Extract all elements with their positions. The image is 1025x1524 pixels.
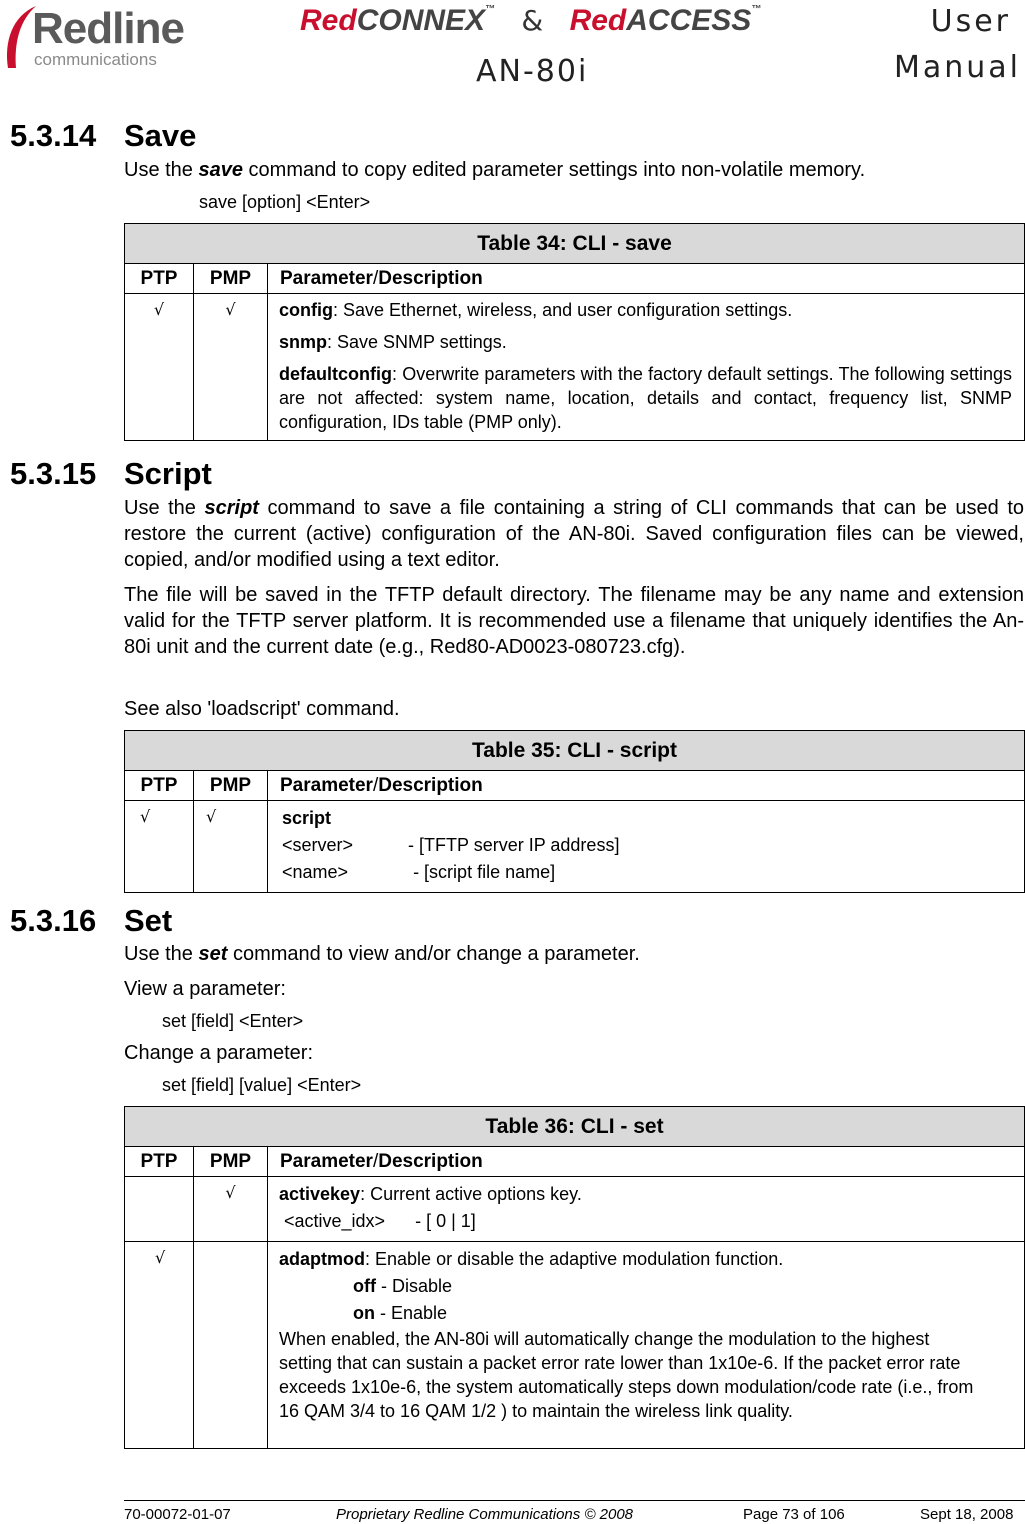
footer-proprietary: Proprietary Redline Communications © 2008: [336, 1506, 634, 1523]
table-cli-set: [124, 1106, 1025, 1449]
table-row: [125, 294, 1025, 441]
col-desc-b: Description: [378, 774, 483, 796]
section-number: 5.3.15: [10, 456, 97, 491]
section-number: 5.3.14: [10, 118, 97, 153]
command-name: save: [198, 159, 243, 181]
intro-text: Use the: [124, 497, 205, 519]
change-label: Change a parameter:: [124, 1042, 314, 1064]
col-desc-sep: /: [372, 774, 379, 796]
col-desc-a: Parameter: [280, 1150, 373, 1172]
section-heading-script: [10, 456, 212, 492]
col-ptp: PTP: [125, 1147, 194, 1177]
col-pmp: PMP: [194, 264, 268, 294]
section-title: Save: [124, 118, 197, 153]
brand-red-1: Red: [300, 4, 357, 37]
intro-text: command to save a file containing a string of CLI commands that can be used to restore the current (active) configuration of the AN-80i. Saved configuration files can be viewed, copied, and/or modified using a text editor.: [124, 497, 1024, 571]
checkmark-icon: √: [225, 300, 236, 319]
col-description: [268, 1147, 1025, 1177]
section-title: Set: [124, 903, 173, 938]
script-paragraph-3: See also 'loadscript' command.: [124, 698, 400, 720]
table-header-row: [125, 264, 1025, 294]
checkmark-icon: √: [153, 300, 165, 319]
col-description: [268, 771, 1025, 801]
col-pmp: PMP: [194, 1147, 268, 1177]
table-cli-save: [124, 223, 1025, 441]
trademark-1: ™: [485, 4, 496, 15]
param-arg: <name> - [script file name]: [282, 862, 556, 882]
checkmark-icon: √: [155, 1248, 166, 1267]
parameter-description: [268, 1177, 1025, 1242]
param-name: defaultconfig: [279, 364, 392, 384]
col-desc-b: Description: [378, 1150, 483, 1172]
col-desc-a: Parameter: [280, 774, 373, 796]
option-name: on: [353, 1303, 375, 1323]
brand-connex: CONNEX: [356, 4, 486, 37]
col-ptp: PTP: [125, 771, 194, 801]
param-name: activekey: [279, 1184, 361, 1204]
param-name: script: [282, 808, 332, 828]
save-syntax: save [option] <Enter>: [199, 192, 371, 212]
header-title-user: User: [930, 4, 1011, 39]
option-name: off: [353, 1276, 376, 1296]
parameter-description: [268, 294, 1025, 441]
col-desc-a: Parameter: [280, 267, 373, 289]
param-text: : Save Ethernet, wireless, and user configuration settings.: [333, 300, 793, 320]
table-row: [125, 801, 1025, 893]
param-text: : Current active options key.: [360, 1184, 582, 1204]
view-label: View a parameter:: [124, 978, 286, 1000]
table-cli-script: [124, 730, 1025, 893]
script-paragraph-2: The file will be saved in the TFTP default directory. The filename may be any name and extension valid for the TFTP server platform. It is recommended use a filename that uniquely identifies the An-80i unit and the current date (e.g., Red80-AD0023-080723.cfg).: [124, 584, 1024, 658]
footer-doc-id: 70-00072-01-07: [124, 1506, 231, 1523]
change-syntax: set [field] [value] <Enter>: [162, 1075, 362, 1095]
table-header-row: [125, 1147, 1025, 1177]
parameter-description: [268, 801, 1025, 893]
footer-date: Sept 18, 2008: [920, 1506, 1014, 1523]
col-desc-sep: /: [372, 1150, 379, 1172]
logo-subtitle: communications: [34, 50, 157, 69]
footer-page-number: Page 73 of 106: [743, 1506, 845, 1523]
table-caption: Table 36: CLI - set: [125, 1107, 1025, 1147]
redline-logo: [2, 2, 212, 74]
option-text: - Disable: [375, 1276, 453, 1296]
intro-text: command to view and/or change a parameter.: [227, 943, 640, 965]
brand-red-2: Red: [569, 4, 627, 37]
param-name: snmp: [279, 332, 328, 352]
section-heading-set: [10, 903, 172, 939]
table-row: [125, 1177, 1025, 1242]
section-title: Script: [124, 456, 212, 491]
col-ptp: PTP: [125, 264, 194, 294]
logo-wordmark: Redline: [32, 4, 184, 53]
param-text: : Overwrite parameters with the factory default settings. The following settings are not affected: system name, location, details and contact, frequency list, SNMP configuration, IDs table (PMP only).: [279, 364, 1012, 432]
parameter-description: [268, 1242, 1025, 1449]
param-note: When enabled, the AN-80i will automatically change the modulation to the highest setting that can sustain a packet error rate lower than 1x10e-6. If the packet error rate exceeds 1x10e-6, the system automatically steps down modulation/code rate (i.e., from 16 QAM 3/4 to 16 QAM 1/2 ) to maintain the wireless link quality.: [279, 1329, 974, 1421]
set-intro: [124, 941, 1024, 967]
param-text: : Enable or disable the adaptive modulation function.: [365, 1249, 784, 1269]
table-caption: Table 34: CLI - save: [125, 224, 1025, 264]
view-syntax: set [field] <Enter>: [162, 1011, 304, 1031]
col-desc-b: Description: [378, 267, 483, 289]
option-text: - Enable: [375, 1303, 448, 1323]
footer-rule: [124, 1500, 1025, 1501]
command-name: set: [198, 943, 228, 965]
table-caption: Table 35: CLI - script: [125, 731, 1025, 771]
param-name: adaptmod: [279, 1249, 366, 1269]
brand-ampersand: &: [521, 4, 544, 37]
param-name: config: [279, 300, 333, 320]
section-number: 5.3.16: [10, 903, 97, 938]
table-header-row: [125, 771, 1025, 801]
col-description: [268, 264, 1025, 294]
table-row: [125, 1242, 1025, 1449]
page-header: [0, 0, 1025, 95]
checkmark-icon: √: [206, 807, 217, 826]
model-name: AN-80i: [476, 54, 589, 89]
checkmark-icon: √: [225, 1183, 236, 1202]
trademark-2: ™: [751, 4, 762, 15]
col-desc-sep: /: [372, 267, 379, 289]
header-title-manual: Manual: [893, 50, 1021, 85]
intro-text: Use the: [124, 943, 199, 965]
intro-text: Use the: [124, 159, 199, 181]
command-name: script: [204, 497, 259, 519]
col-pmp: PMP: [194, 771, 268, 801]
save-intro: [124, 157, 1024, 183]
product-brand: [300, 4, 761, 38]
checkmark-icon: √: [140, 807, 151, 826]
param-arg: <server> - [TFTP server IP address]: [282, 835, 620, 855]
section-heading-save: [10, 118, 196, 154]
param-text: : Save SNMP settings.: [327, 332, 507, 352]
param-arg: <active_idx> - [ 0 | 1]: [279, 1211, 476, 1231]
intro-text: command to copy edited parameter settings into non-volatile memory.: [242, 159, 866, 181]
brand-access: ACCESS: [626, 4, 752, 37]
script-intro: [124, 495, 1024, 573]
